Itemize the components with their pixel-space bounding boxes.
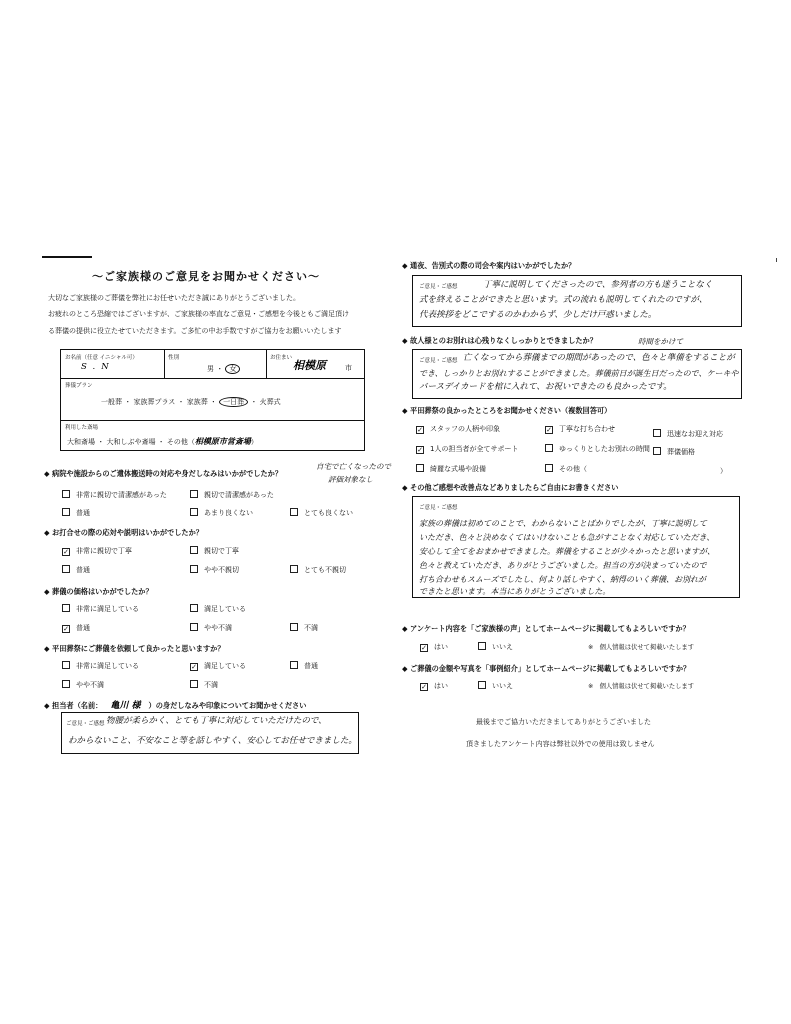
q9-question: ◆ その他ご感想や改善点などありましたらご自由にお書きください	[402, 483, 618, 493]
q6-comment-line-1: 丁寧に説明してくださったので、参列者の方も迷うことなく	[483, 280, 713, 290]
q11-question: ◆ ご葬儀の金額や写真を「事例紹介」としてホームページに掲載してもよろしいですか？	[402, 664, 690, 674]
checkbox[interactable]	[290, 623, 298, 631]
q4-option-4[interactable]: やや不満	[62, 680, 104, 690]
checkbox[interactable]	[190, 623, 198, 631]
q2-option-3[interactable]: 普通	[62, 565, 90, 575]
checkbox[interactable]	[190, 565, 198, 573]
q7-comment-box	[412, 349, 742, 399]
q9-comment-line-4: 色々と教えていただき、ありがとうございました。担当の方が決まっていたので	[419, 561, 707, 570]
checkbox[interactable]	[416, 464, 424, 472]
checkbox[interactable]	[62, 565, 70, 573]
checkbox-checked[interactable]: ✓	[546, 426, 552, 434]
comment-box-label: ご意見・ご感想	[419, 505, 458, 511]
checkbox[interactable]	[190, 604, 198, 612]
q10-no[interactable]: いいえ	[478, 642, 513, 652]
q8-option-8[interactable]: その他（	[545, 464, 587, 474]
venue-options: 大和斎場 ・ 大和しぶや斎場 ・ その他（相模原市営斎場）	[67, 436, 258, 446]
comment-box-label: ご意見・ご感想	[66, 721, 105, 727]
checkbox[interactable]	[62, 508, 70, 516]
q8-question: ◆ 平田葬祭の良かったところをお聞かせください（複数回答可）	[402, 406, 611, 416]
table-divider	[266, 350, 267, 378]
q6-comment-box	[412, 275, 742, 327]
scan-mark	[776, 258, 777, 262]
q10-yes[interactable]: ✓ はい	[421, 643, 448, 652]
intro-line-3: る葬儀の提供に役立たせていただきます。ご多忙の中お手数ですがご協力をお願いいたします	[48, 327, 342, 335]
address-value: 相模原	[293, 359, 326, 372]
q5-staff-name: 亀川 様	[110, 701, 141, 711]
sex-male: 男	[207, 365, 214, 373]
venue-yamato-shibuya: 大和しぶや斎場	[106, 438, 156, 446]
q8-option-6[interactable]: 葬儀価格	[653, 447, 695, 457]
address-label: お住まい	[270, 355, 293, 361]
q7-comment-line-1: 亡くなってから葬儀までの期間があったので、色々と準備をすることが	[463, 353, 735, 363]
name-label: お名前（任意 イニシャル可）	[65, 355, 138, 361]
q7-comment-line-2: でき、しっかりとお別れすることができました。葬儀前日が誕生日だったので、ケーキや	[419, 369, 739, 378]
q8-option-2[interactable]: ✓ 丁寧な打ち合わせ	[546, 425, 615, 434]
q1-note-1: 自宅で亡くなったので	[316, 462, 391, 471]
plan-ichinichi-circled: 一日葬	[219, 397, 248, 407]
customer-info-table	[60, 349, 365, 451]
q6-question: ◆ 通夜、告別式の際の司会や案内はいかがでしたか？	[402, 261, 575, 271]
q8-other-close: ）	[720, 467, 727, 475]
q3-option-3[interactable]: ✓ 普通	[63, 624, 90, 633]
checkbox[interactable]	[190, 508, 198, 516]
q2-question: ◆ お打合せの際の応対や説明はいかがでしたか？	[44, 528, 203, 538]
q10-note: ※ 個人情報は伏せて掲載いたします	[588, 644, 695, 651]
q9-comment-line-3: 安心して全てをおまかせできました。葬儀をすることが少々かったと思いますが、	[419, 547, 715, 556]
q1-option-4[interactable]: あまり良くない	[190, 508, 253, 518]
q9-comment-line-5: 打ち合わせもスムーズでしたし、何より話しやすく、納得のいく葬儀、お別れが	[419, 575, 707, 584]
plan-ippan: 一般葬	[101, 398, 122, 406]
q9-comment-box	[412, 496, 740, 598]
q1-option-2[interactable]: 親切で清潔感があった	[190, 490, 274, 500]
q7-insert-note: 時間をかけて	[638, 337, 683, 346]
checkbox[interactable]	[290, 661, 298, 669]
q6-comment-line-3: 代表挨拶をどこでするのかわからず、少しだけ戸惑いました。	[419, 310, 657, 320]
checkbox-checked[interactable]: ✓	[421, 644, 427, 652]
checkbox[interactable]	[62, 490, 70, 498]
sex-options: 男 ・ 女	[207, 365, 240, 374]
sex-label: 性別	[168, 355, 180, 361]
checkbox[interactable]	[62, 680, 70, 688]
q5-comment-line-2: わからないこと、不安なこと等を話しやすく、安心してお任せできました。	[68, 736, 357, 746]
q8-option-3[interactable]: 迅速なお迎え対応	[653, 429, 723, 439]
q11-yes[interactable]: ✓ はい	[421, 682, 448, 691]
checkbox[interactable]	[290, 565, 298, 573]
checkbox-checked[interactable]: ✓	[191, 663, 197, 671]
checkbox[interactable]	[545, 444, 553, 452]
table-divider	[61, 378, 364, 379]
q11-no[interactable]: いいえ	[478, 681, 513, 691]
q1-option-5[interactable]: とても良くない	[290, 508, 353, 518]
checkbox[interactable]	[478, 681, 486, 689]
q9-comment-line-2: いただき、色々と決めなくてはいけないことも急がすことなく対応していただき、	[419, 533, 715, 542]
q4-option-2[interactable]: ✓ 満足している	[191, 662, 246, 671]
q3-option-2[interactable]: 満足している	[190, 604, 246, 614]
q2-option-2[interactable]: 親切で丁寧	[190, 546, 239, 556]
q7-question: ◆ 故人様とのお別れは心残りなくしっかりとできましたか？	[402, 336, 597, 346]
q8-option-1[interactable]: ✓ スタッフの人柄や印象	[417, 425, 500, 434]
q2-option-5[interactable]: とても不親切	[290, 565, 346, 575]
checkbox-checked[interactable]: ✓	[63, 625, 69, 633]
checkbox-checked[interactable]: ✓	[417, 426, 423, 434]
closing-line-2: 頂きましたアンケート内容は弊社以外での使用は致しません	[466, 740, 655, 748]
comment-box-label: ご意見・ご感想	[419, 358, 458, 364]
q3-option-4[interactable]: やや不満	[190, 623, 232, 633]
intro-line-1: 大切なご家族様のご葬儀を弊社にお任せいただき誠にありがとうございました。	[48, 294, 300, 302]
table-divider	[164, 350, 165, 378]
q8-option-4[interactable]: ✓ 1人の担当者が全てサポート	[417, 445, 519, 454]
q2-option-1[interactable]: ✓ 非常に親切で丁寧	[63, 547, 132, 556]
q8-option-5[interactable]: ゆっくりとしたお別れの時間	[545, 444, 650, 454]
address-suffix: 市	[345, 364, 352, 372]
q4-option-1[interactable]: 非常に満足している	[62, 661, 139, 671]
checkbox[interactable]	[653, 447, 661, 455]
q5-question: ◆ 担当者（名前： 亀川 様 ）の身だしなみや印象についてお聞かせください	[44, 700, 306, 713]
page-title: 〜ご家族様のご意見をお聞かせください〜	[92, 270, 320, 283]
q4-question: ◆ 平田葬祭にご葬儀を依頼して良かったと思いますか？	[44, 644, 225, 654]
comment-box-label: ご意見・ご感想	[419, 284, 458, 290]
checkbox-checked[interactable]: ✓	[63, 548, 69, 556]
scan-mark	[42, 256, 92, 258]
q2-option-4[interactable]: やや不親切	[190, 565, 239, 575]
table-divider	[61, 420, 364, 421]
venue-other: その他（	[166, 438, 195, 446]
q7-comment-line-3: バースデイカードを棺に入れて、お祝いできたのも良かったです。	[419, 382, 672, 392]
q5-comment-box	[61, 712, 359, 754]
q4-option-5[interactable]: 不満	[190, 680, 218, 690]
q1-note-2: 評価対象なし	[328, 475, 373, 484]
q1-question: ◆ 病院や施設からのご遺体搬送時の対応や身だしなみはいかがでしたか？	[44, 469, 282, 479]
q5-comment-line-1: 物腰が柔らかく、とても丁寧に対応していただけたので、	[106, 716, 327, 726]
venue-other-value: 相模原市営斎場	[194, 436, 251, 446]
q9-comment-line-1: 家族の葬儀は初めてのことで、わからないことばかりでしたが、丁寧に説明して	[419, 519, 707, 528]
q3-question: ◆ 葬儀の価格はいかがでしたか？	[44, 587, 153, 597]
venue-label: 利用した斎場	[65, 425, 99, 431]
plan-label: 葬儀プラン	[65, 383, 93, 389]
name-value: S.N	[81, 362, 115, 372]
q3-option-1[interactable]: 非常に満足している	[62, 604, 139, 614]
sex-female-circled: 女	[225, 364, 240, 374]
q11-note: ※ 個人情報は伏せて掲載いたします	[588, 683, 695, 690]
checkbox[interactable]	[190, 490, 198, 498]
checkbox[interactable]	[62, 661, 70, 669]
checkbox[interactable]	[478, 642, 486, 650]
plan-kazoku: 家族葬	[186, 398, 208, 406]
checkbox[interactable]	[653, 429, 661, 437]
venue-close: ）	[250, 438, 258, 446]
checkbox[interactable]	[290, 508, 298, 516]
checkbox[interactable]	[190, 546, 198, 554]
q6-comment-line-2: 式を終えることができたと思います。式の流れも説明してくれたのですが、	[419, 295, 708, 305]
q1-option-3[interactable]: 普通	[62, 508, 90, 518]
closing-line-1: 最後までご協力いただきましてありがとうございました	[476, 718, 651, 726]
q10-question: ◆ アンケート内容を「ご家族様の声」としてホームページに掲載してもよろしいですか？	[402, 624, 690, 634]
checkbox-checked[interactable]: ✓	[417, 446, 423, 454]
q9-comment-line-6: できたと思います。本当にありがとうございました。	[419, 587, 611, 596]
q3-option-5[interactable]: 不満	[290, 623, 318, 633]
checkbox[interactable]	[190, 680, 198, 688]
intro-line-2: お疲れのところ恐縮ではございますが、ご家族様の率直なご意見・ご感想を今後ともご満足頂け	[48, 310, 349, 318]
plan-kasou: 火葬式	[259, 398, 281, 406]
checkbox[interactable]	[545, 464, 553, 472]
q8-option-7[interactable]: 綺麗な式場や設備	[416, 464, 486, 474]
plan-options: 一般葬 ・ 家族葬プラス ・ 家族葬 ・ 一日葬 ・ 火葬式	[101, 398, 281, 406]
plan-kazoku-plus: 家族葬プラス	[133, 398, 176, 406]
venue-yamato: 大和斎場	[67, 438, 95, 446]
q4-option-3[interactable]: 普通	[290, 661, 318, 671]
checkbox-checked[interactable]: ✓	[421, 683, 427, 691]
q1-option-1[interactable]: 非常に親切で清潔感があった	[62, 490, 167, 500]
checkbox[interactable]	[62, 604, 70, 612]
